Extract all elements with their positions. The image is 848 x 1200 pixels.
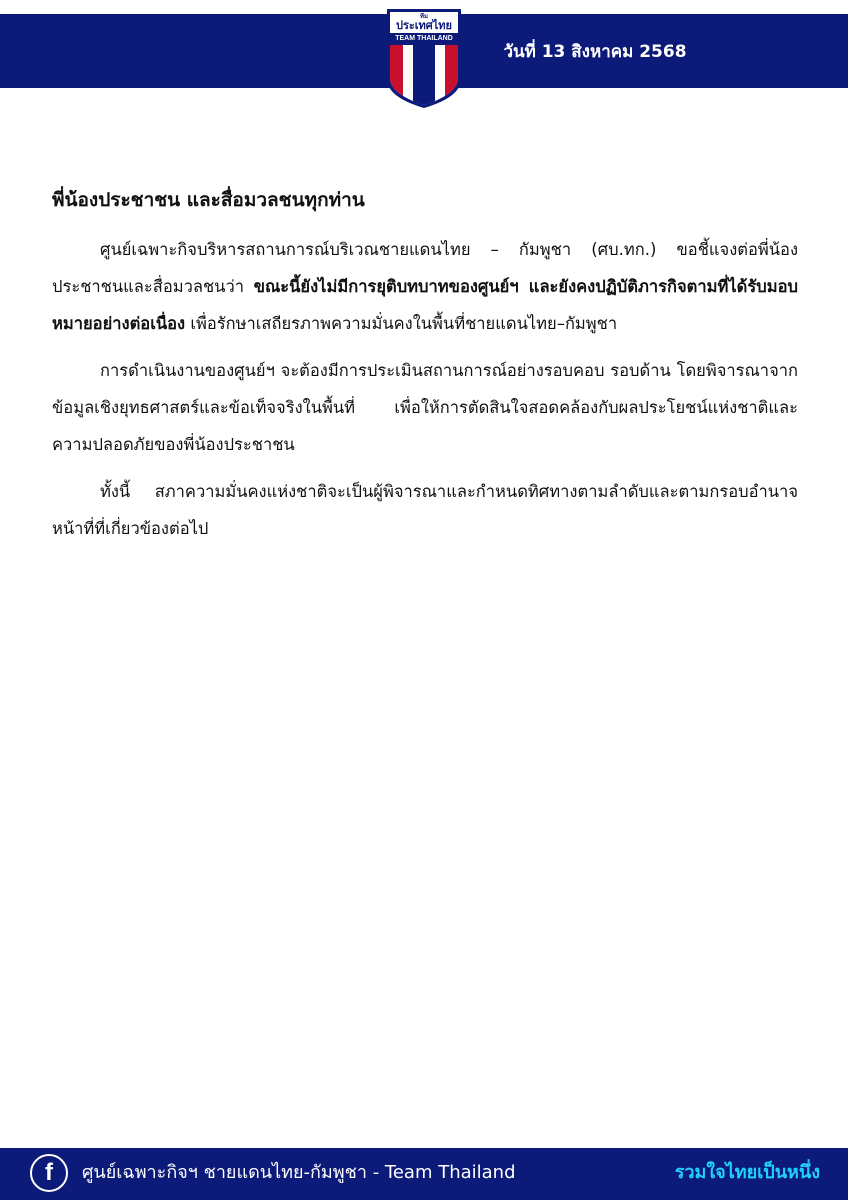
footer-page-name: ศูนย์เฉพาะกิจฯ ชายแดนไทย-กัมพูชา - Team Thailand — [82, 1162, 516, 1183]
paragraph-1-bold: ขณะนี้ยังไม่มีการยุติบทบาทของศูนย์ฯ และยังคงปฏิบัติภารกิจตามที่ได้รับมอบหมายอย่างต่อเนื่อง — [52, 277, 798, 333]
logo-sub-text: TEAM THAILAND — [395, 35, 453, 42]
footer-slogan: รวมใจไทยเป็นหนึ่ง — [674, 1162, 820, 1183]
salutation-heading: พี่น้องประชาชน และสื่อมวลชนทุกท่าน — [52, 189, 365, 211]
paragraph-1-text-b: เพื่อรักษาเสถียรภาพความมั่นคงในพื้นที่ชายแดนไทย–กัมพูชา — [185, 314, 618, 333]
paragraph-1-text-a: ศูนย์เฉพาะกิจบริหารสถานการณ์บริเวณชายแดนไทย – กัมพูชา (ศบ.ทก.) ขอชี้แจงต่อพี่น้องประชาชนและสื่อมวลชนว่า — [52, 240, 798, 296]
paragraph-3: ทั้งนี้ สภาความมั่นคงแห่งชาติจะเป็นผู้พิจารณาและกำหนดทิศทางตามลำดับและตามกรอบอำนาจหน้าที่ที่เกี่ยวข้องต่อไป — [52, 482, 798, 538]
header-date: วันที่ 13 สิงหาคม 2568 — [503, 42, 687, 62]
logo-main-text: ประเทศไทย — [395, 20, 453, 32]
logo-small-text: ทีม — [420, 13, 428, 20]
paragraph-2: การดำเนินงานของศูนย์ฯ จะต้องมีการประเมินสถานการณ์อย่างรอบคอบ รอบด้าน โดยพิจารณาจากข้อมูลเชิงยุทธศาสตร์และข้อเท็จจริงในพื้นที่ เพื่อให้การตัดสินใจสอดคล้องกับผลประโยชน์แห่งชาติและความปลอดภัยของพี่น้องประชาชน — [52, 361, 798, 454]
facebook-icon[interactable]: f — [30, 1154, 68, 1192]
statement-body — [52, 182, 798, 557]
paragraph-1 — [52, 231, 798, 342]
team-thailand-logo — [386, 8, 462, 108]
